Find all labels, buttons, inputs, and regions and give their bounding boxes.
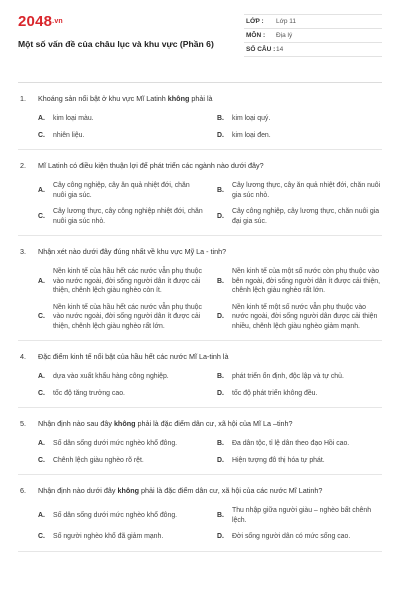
option-letter: A. bbox=[38, 511, 45, 519]
question-number: 4. bbox=[20, 352, 26, 361]
option-text: Nền kinh tế của hầu hết các nước vẫn phụ thuộc vào nước ngoài, đời sống người dân ít được cải thiện, chênh lệch giàu nghèo còn ít. bbox=[53, 268, 202, 294]
option-letter: B. bbox=[217, 115, 224, 122]
option-letter: C. bbox=[38, 456, 45, 464]
meta-key: LỚP : bbox=[246, 18, 264, 25]
meta-table bbox=[244, 14, 382, 72]
answer-options bbox=[18, 372, 382, 398]
question-text bbox=[38, 419, 293, 429]
question-text-before: Đặc điểm kinh tế nổi bật của hầu hết các nước Mĩ La-tinh là bbox=[38, 352, 229, 361]
answer-option-c[interactable] bbox=[38, 389, 203, 399]
option-text: Cây lương thực, cây công nghiệp nhiệt đới, chăn nuôi gia súc nhỏ. bbox=[53, 208, 203, 225]
option-letter: A. bbox=[38, 186, 45, 194]
question-text-bold: không bbox=[117, 486, 140, 495]
meta-row-count bbox=[244, 43, 382, 57]
answer-options bbox=[18, 114, 382, 140]
option-letter: B. bbox=[217, 186, 224, 194]
option-text: Nền kinh tế của hầu hết các nước vẫn phụ thuộc vào nước ngoài, đời sống người dân ít được cải thiện, chênh lệch giàu nghèo rất lớn. bbox=[53, 303, 202, 330]
option-letter: A. bbox=[38, 373, 45, 380]
option-text: Thu nhập giữa người giàu – nghèo bất chênh lệch. bbox=[232, 507, 372, 524]
answer-option-c[interactable] bbox=[38, 532, 203, 542]
option-text: Cây công nghiệp, cây ăn quả nhiệt đới, chăn nuôi gia súc. bbox=[53, 182, 190, 199]
meta-row-class bbox=[244, 15, 382, 29]
answer-option-c[interactable] bbox=[38, 131, 203, 141]
answer-options bbox=[18, 267, 382, 331]
answer-option-a[interactable] bbox=[38, 439, 203, 449]
answer-option-b[interactable] bbox=[217, 506, 382, 525]
question-5 bbox=[18, 408, 382, 475]
option-letter: D. bbox=[217, 533, 224, 540]
option-text: Số dân sống dưới mức nghèo khổ đông. bbox=[53, 440, 178, 447]
brand-block bbox=[18, 14, 228, 72]
question-text-before: Mĩ Latinh có điều kiện thuận lợi để phát triển các ngành nào dưới đây? bbox=[38, 161, 264, 170]
question-4 bbox=[18, 341, 382, 408]
answer-option-d[interactable] bbox=[217, 532, 382, 542]
question-list bbox=[18, 83, 382, 552]
option-text: Nền kinh tế của một số nước còn phụ thuộc vào bên ngoài, đời sống người dân ít được cải thiện, chênh lệch giàu nghèo rất lớn. bbox=[232, 268, 381, 294]
option-letter: B. bbox=[217, 373, 224, 380]
answer-option-d[interactable] bbox=[217, 389, 382, 399]
option-letter: D. bbox=[217, 131, 224, 139]
option-letter: B. bbox=[217, 277, 224, 285]
question-text-before: Khoáng sản nổi bật ở khu vực Mĩ Latinh bbox=[38, 94, 168, 103]
question-text-after: phải là đặc điểm dân cư, xã hội của các nước Mĩ Latinh? bbox=[139, 486, 323, 495]
answer-option-d[interactable] bbox=[217, 207, 382, 226]
document-title: Một số vấn đề của châu lục và khu vực (Phần 6) bbox=[18, 39, 214, 50]
question-text-bold: không bbox=[167, 94, 190, 103]
question-number: 6. bbox=[20, 486, 26, 495]
question-number: 3. bbox=[20, 247, 26, 256]
option-text: Hiện tượng đô thị hóa tự phát. bbox=[232, 456, 325, 464]
option-text: Đời sống người dân có mức sống cao. bbox=[232, 533, 351, 540]
meta-value: Địa lý bbox=[276, 32, 293, 39]
option-text: Chênh lệch giàu nghèo rõ rệt. bbox=[53, 456, 144, 464]
option-letter: D. bbox=[217, 313, 224, 320]
question-3 bbox=[18, 236, 382, 341]
question-stem bbox=[18, 419, 382, 429]
question-text-before: Nhận định nào sau đây bbox=[38, 419, 114, 428]
question-text bbox=[38, 94, 213, 104]
question-stem bbox=[18, 352, 382, 362]
question-2 bbox=[18, 150, 382, 236]
question-6 bbox=[18, 475, 382, 552]
answer-option-d[interactable] bbox=[217, 456, 382, 466]
option-text: kim loại màu. bbox=[53, 115, 94, 122]
answer-options bbox=[18, 181, 382, 226]
question-text bbox=[38, 352, 229, 362]
logo-main: 2048 bbox=[18, 13, 53, 30]
meta-value: Lớp 11 bbox=[276, 18, 297, 25]
question-stem bbox=[18, 94, 382, 104]
answer-option-b[interactable] bbox=[217, 439, 382, 449]
answer-option-c[interactable] bbox=[38, 303, 203, 332]
option-letter: D. bbox=[217, 456, 224, 464]
answer-options bbox=[18, 439, 382, 465]
option-text: Đa dân tộc, tỉ lệ dân theo đạo Hồi cao. bbox=[232, 440, 350, 447]
meta-value: 14 bbox=[276, 46, 284, 53]
question-text-before: Nhận xét nào dưới đây đúng nhất về khu vực Mỹ La - tinh? bbox=[38, 247, 227, 256]
question-number: 5. bbox=[20, 419, 26, 428]
answer-option-b[interactable] bbox=[217, 114, 382, 124]
option-text: kim loại đen. bbox=[232, 131, 271, 139]
question-stem bbox=[18, 161, 382, 171]
answer-option-a[interactable] bbox=[38, 114, 203, 124]
question-text-after: phải là bbox=[189, 94, 213, 103]
option-letter: D. bbox=[217, 212, 224, 220]
answer-option-b[interactable] bbox=[217, 267, 382, 296]
question-stem bbox=[18, 247, 382, 257]
question-text bbox=[38, 247, 226, 257]
meta-key: MÔN : bbox=[246, 32, 266, 39]
page-header bbox=[18, 14, 382, 72]
option-letter: A. bbox=[38, 277, 45, 285]
option-text: Cây lương thực, cây ăn quả nhiệt đới, chăn nuôi gia súc nhỏ. bbox=[232, 182, 381, 199]
question-1 bbox=[18, 83, 382, 150]
logo-tld: .vn bbox=[52, 18, 63, 26]
question-text-after: phải là đặc điểm dân cư, xã hội của Mĩ La –tinh? bbox=[135, 419, 293, 428]
answer-option-b[interactable] bbox=[217, 372, 382, 382]
option-letter: C. bbox=[38, 131, 45, 139]
answer-options bbox=[18, 506, 382, 542]
answer-option-a[interactable] bbox=[38, 181, 203, 200]
meta-key: SỐ CÂU : bbox=[246, 46, 276, 53]
question-text bbox=[38, 161, 264, 171]
option-letter: C. bbox=[38, 313, 45, 320]
option-letter: A. bbox=[38, 115, 45, 122]
question-number: 2. bbox=[20, 161, 26, 170]
option-text: Số người nghèo khổ đã giảm mạnh. bbox=[53, 533, 164, 540]
option-text: tốc độ phát triển không đều. bbox=[232, 389, 318, 397]
answer-option-b[interactable] bbox=[217, 181, 382, 200]
option-letter: C. bbox=[38, 533, 45, 540]
answer-option-a[interactable] bbox=[38, 506, 203, 525]
option-text: Nền kinh tế một số nước vẫn phụ thuộc vào nước ngoài, đời sống người dân được cải thiện nhiều, chênh lệch giàu nghèo giảm mạnh. bbox=[232, 303, 378, 330]
question-number: 1. bbox=[20, 94, 26, 103]
answer-option-c[interactable] bbox=[38, 207, 203, 226]
option-text: Số dân sống dưới mức nghèo khổ đông. bbox=[53, 511, 178, 519]
site-logo[interactable] bbox=[18, 14, 228, 30]
question-text-bold: không bbox=[113, 419, 136, 428]
answer-option-a[interactable] bbox=[38, 267, 203, 296]
meta-row-subject bbox=[244, 29, 382, 43]
option-text: kim loại quý. bbox=[232, 115, 271, 122]
option-letter: C. bbox=[38, 389, 45, 397]
question-text bbox=[38, 486, 322, 496]
option-letter: A. bbox=[38, 440, 45, 447]
question-stem bbox=[18, 486, 382, 496]
option-text: dựa vào xuất khẩu hàng công nghiệp. bbox=[53, 373, 169, 380]
option-letter: B. bbox=[217, 440, 224, 447]
option-text: Cây công nghiệp, cây lương thực, chăn nuôi gia đại gia súc. bbox=[232, 208, 380, 225]
answer-option-a[interactable] bbox=[38, 372, 203, 382]
option-text: nhiên liệu. bbox=[53, 131, 85, 139]
answer-option-d[interactable] bbox=[217, 131, 382, 141]
option-letter: B. bbox=[217, 511, 224, 519]
option-letter: C. bbox=[38, 212, 45, 220]
answer-option-c[interactable] bbox=[38, 456, 203, 466]
option-text: phát triển ổn định, độc lập và tự chủ. bbox=[232, 373, 344, 380]
option-text: tốc độ tăng trưởng cao. bbox=[53, 389, 125, 397]
question-text-before: Nhận định nào dưới đây bbox=[38, 486, 118, 495]
answer-option-d[interactable] bbox=[217, 303, 382, 332]
option-letter: D. bbox=[217, 389, 224, 397]
